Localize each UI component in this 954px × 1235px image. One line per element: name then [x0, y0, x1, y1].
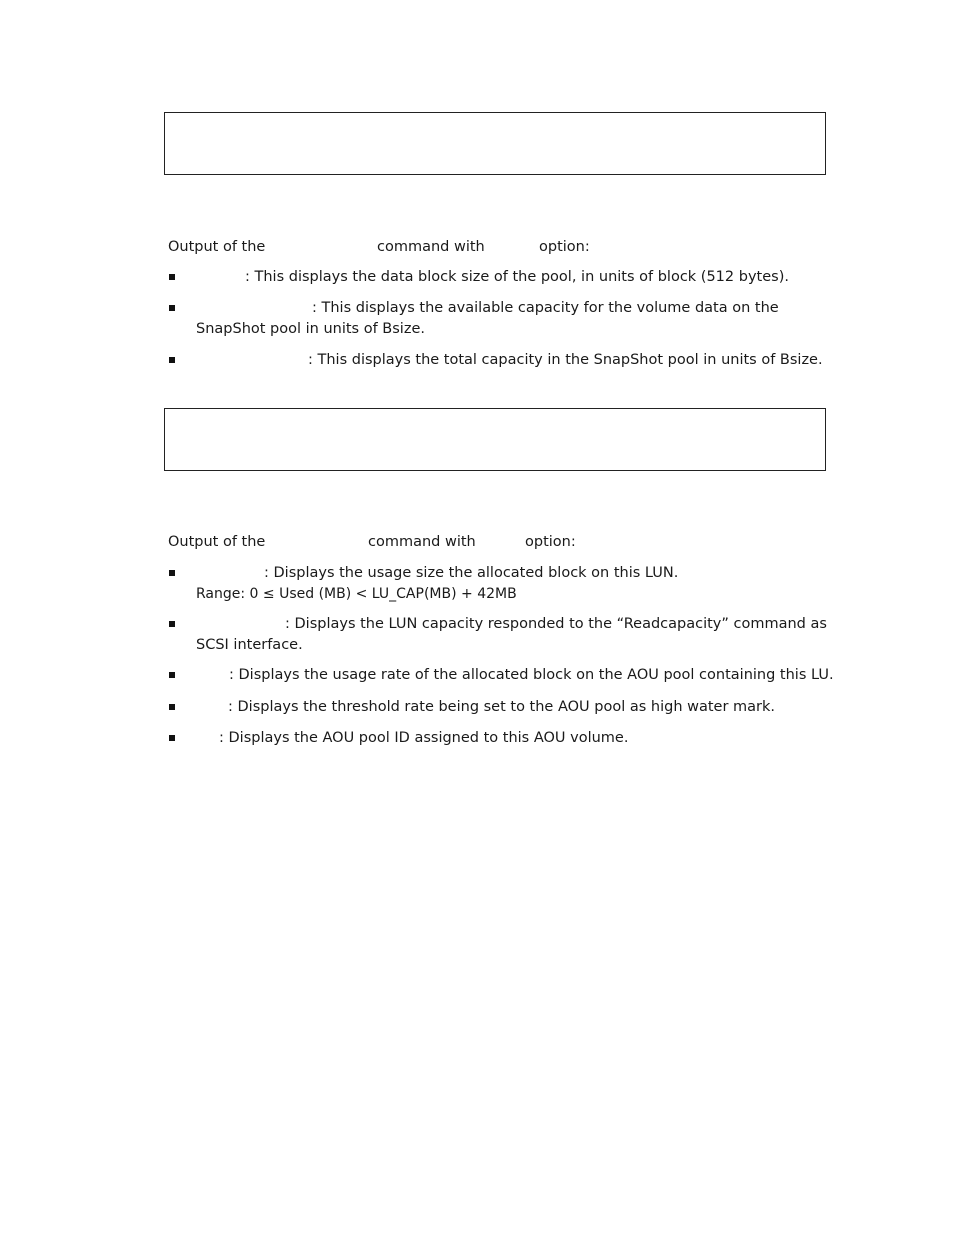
section1-item-3-text: : This displays the total capacity in the SnapShot pool in units of Bsize. [308, 352, 823, 368]
section2-item-5-text: : Displays the AOU pool ID assigned to this AOU volume. [219, 730, 629, 746]
bullet-square-icon [169, 735, 175, 741]
section2-list-item [168, 563, 818, 604]
section2-list-item [168, 728, 818, 749]
section1-list-item [168, 350, 823, 371]
bullet-square-icon [169, 570, 175, 576]
section1-list-item [168, 267, 818, 288]
section1-intro-suffix: option: [539, 239, 590, 255]
bullet-square-icon [169, 274, 175, 280]
section2-item-2-continuation: SCSI interface. [196, 637, 303, 653]
bullet-square-icon [169, 305, 175, 311]
section1-item-1-text: : This displays the data block size of the pool, in units of block (512 bytes). [245, 269, 789, 285]
section2-list-item [168, 665, 834, 686]
section2-intro-prefix: Output of the [168, 534, 266, 550]
section2-item-1-range: Range: 0 ≤ Used (MB) < LU_CAP(MB) + 42MB [196, 586, 517, 602]
section1-list-item [168, 298, 818, 340]
section1-intro-prefix: Output of the [168, 239, 266, 255]
bullet-square-icon [169, 621, 175, 627]
section2-item-1-text: : Displays the usage size the allocated block on this LUN. [264, 565, 679, 581]
bullet-square-icon [169, 357, 175, 363]
section2-item-2-text: : Displays the LUN capacity responded to the “Readcapacity” command as [285, 616, 827, 632]
section2-item-3-text: : Displays the usage rate of the allocated block on the AOU pool containing this LU. [229, 667, 834, 683]
section2-item-4-text: : Displays the threshold rate being set to the AOU pool as high water mark. [228, 699, 776, 715]
section1-intro-middle: command with [377, 239, 485, 255]
section1-item-2-text: : This displays the available capacity for the volume data on the [312, 300, 779, 316]
section1-item-2-continuation: SnapShot pool in units of Bsize. [196, 321, 425, 337]
bullet-square-icon [169, 704, 175, 710]
section2-intro-suffix: option: [525, 534, 576, 550]
command-example-box-2 [164, 408, 826, 471]
section2-list-item [168, 614, 827, 656]
section2-intro-middle: command with [368, 534, 476, 550]
bullet-square-icon [169, 672, 175, 678]
section2-list-item [168, 697, 818, 718]
command-example-box-1 [164, 112, 826, 175]
